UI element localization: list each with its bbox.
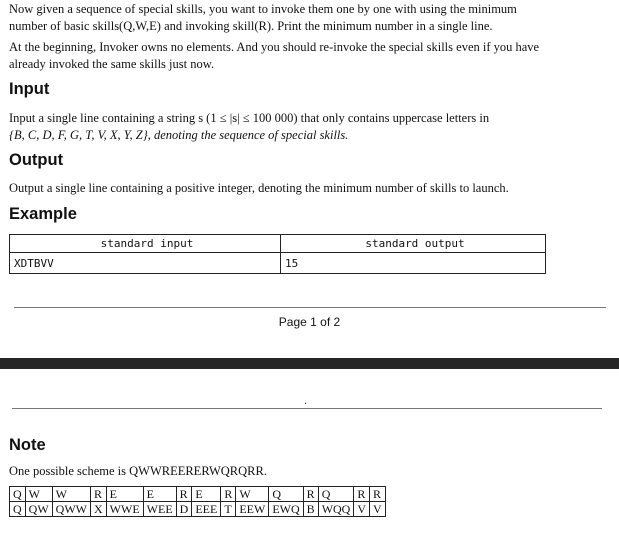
footer-rule xyxy=(14,307,606,308)
intro-line-2: number of basic skills(Q,W,E) and invoking skill(R). Print the minimum number in a single line. xyxy=(9,19,493,33)
scheme-key-cell: E xyxy=(192,487,221,502)
scheme-element-cell: WWE xyxy=(106,502,143,517)
note-text: One possible scheme is QWWREERERWQRQRR. xyxy=(9,464,267,478)
scheme-element-cell: Q xyxy=(10,502,26,517)
scheme-key-cell: R xyxy=(303,487,318,502)
note-heading: Note xyxy=(9,436,46,454)
scheme-element-cell: V xyxy=(354,502,370,517)
scheme-key-cell: W xyxy=(236,487,269,502)
scheme-key-cell: E xyxy=(143,487,176,502)
scheme-key-cell: R xyxy=(354,487,370,502)
scheme-key-cell: R xyxy=(176,487,192,502)
scheme-key-cell: Q xyxy=(10,487,26,502)
header-rule xyxy=(12,408,602,409)
example-table xyxy=(9,234,546,274)
input-paragraph xyxy=(9,110,609,144)
scheme-key-cell: Q xyxy=(269,487,303,502)
scheme-key-cell: Q xyxy=(318,487,354,502)
scheme-element-cell: EEE xyxy=(192,502,221,517)
scheme-element-cell: X xyxy=(91,502,107,517)
page-break-band xyxy=(0,358,619,369)
scheme-table xyxy=(9,486,386,517)
intro-line-3: At the beginning, Invoker owns no elements. And you should re-invoke the special skills even if you have xyxy=(9,40,540,54)
scheme-key-cell: W xyxy=(52,487,90,502)
output-heading: Output xyxy=(9,151,64,169)
scheme-key-cell: R xyxy=(221,487,236,502)
intro-line-1: Now given a sequence of special skills, you want to invoke them one by one with using the minimum xyxy=(9,2,517,16)
output-paragraph xyxy=(9,180,609,197)
scheme-element-cell: V xyxy=(370,502,386,517)
output-line-1: Output a single line containing a positive integer, denoting the minimum number of skills to launch. xyxy=(9,181,509,195)
intro-line-4: already invoked the same skills just now. xyxy=(9,57,215,71)
scheme-element-cell: EEW xyxy=(236,502,269,517)
header-dot: . xyxy=(304,396,308,407)
example-input-value: XDTBVV xyxy=(10,253,281,274)
example-heading: Example xyxy=(9,205,77,223)
scheme-element-cell: WQQ xyxy=(318,502,354,517)
scheme-key-cell: E xyxy=(106,487,143,502)
input-heading: Input xyxy=(9,80,50,98)
scheme-element-cell: D xyxy=(176,502,192,517)
scheme-key-cell: R xyxy=(370,487,386,502)
scheme-row-keys xyxy=(10,487,386,502)
input-line-2: {B, C, D, F, G, T, V, X, Y, Z}, denoting the sequence of special skills. xyxy=(9,128,349,142)
scheme-element-cell: WEE xyxy=(143,502,176,517)
intro-paragraph-1 xyxy=(9,1,609,35)
example-output-value: 15 xyxy=(281,253,546,274)
input-line-1: Input a single line containing a string s (1 ≤ |s| ≤ 100 000) that only contains uppercase letters in xyxy=(9,111,490,125)
scheme-element-cell: T xyxy=(221,502,236,517)
scheme-key-cell: W xyxy=(25,487,52,502)
scheme-element-cell: QWW xyxy=(52,502,90,517)
scheme-element-cell: QW xyxy=(25,502,52,517)
intro-paragraph-2 xyxy=(9,39,609,73)
scheme-key-cell: R xyxy=(91,487,107,502)
example-output-header: standard output xyxy=(281,235,546,253)
scheme-element-cell: EWQ xyxy=(269,502,303,517)
scheme-row-elements xyxy=(10,502,386,517)
scheme-element-cell: B xyxy=(303,502,318,517)
page-number: Page 1 of 2 xyxy=(278,315,341,329)
example-input-header: standard input xyxy=(10,235,281,253)
